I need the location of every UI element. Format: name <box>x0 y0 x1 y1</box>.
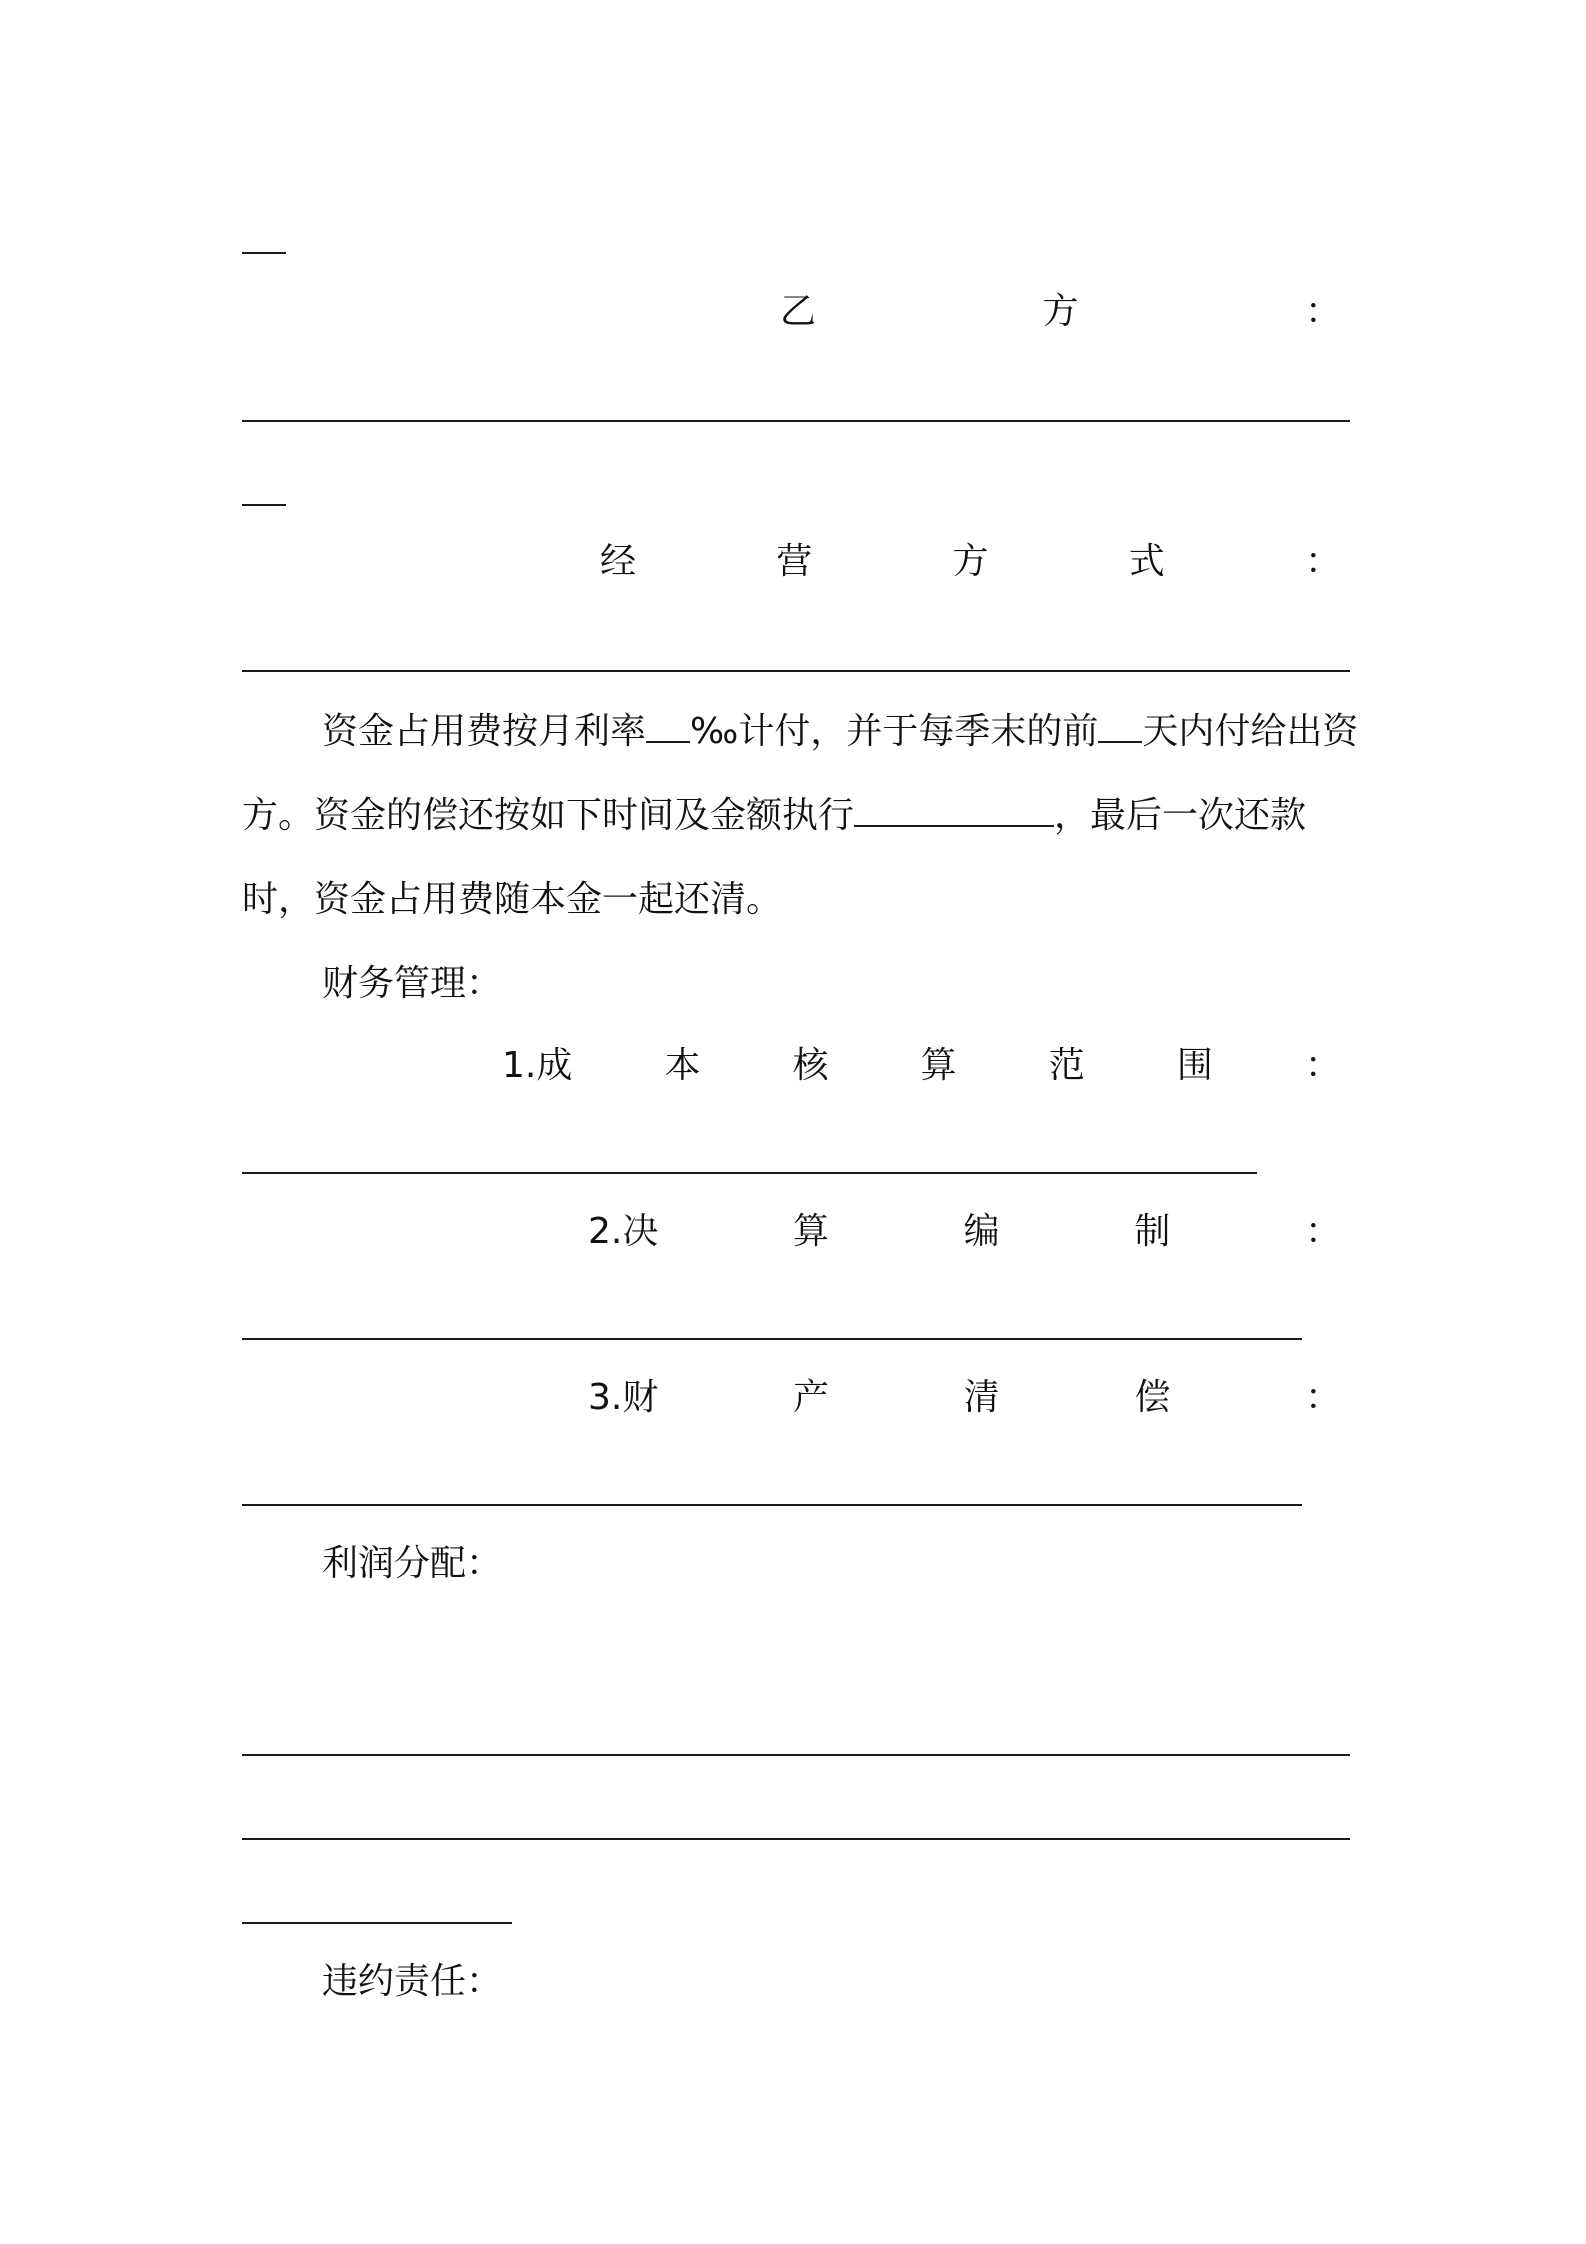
final-accounts-char-2: 算 <box>793 1211 830 1252</box>
profit-blank-line-2[interactable] <box>242 1838 1350 1840</box>
property-liquidation-char-4: 偿 <box>1134 1377 1171 1418</box>
funds-text-2: 天内付给出资方。资金的偿还按如下时间及金额执行 <box>242 711 1359 836</box>
monthly-rate-blank[interactable] <box>646 711 690 743</box>
funds-text-1: 资金占用费按月利率 <box>322 711 647 752</box>
cost-accounting-char-3: 核 <box>792 1045 829 1086</box>
business-mode-blank-line[interactable] <box>242 670 1350 672</box>
party-b-char-2: 方 <box>1042 291 1079 332</box>
party-b-blank-line[interactable] <box>242 420 1350 422</box>
final-accounts-char-1: 2.决 <box>588 1211 659 1252</box>
final-accounts-blank-line[interactable] <box>242 1338 1302 1340</box>
business-mode-row <box>600 540 1341 584</box>
property-liquidation-char-2: 产 <box>793 1377 830 1418</box>
blank-line-top <box>242 252 286 254</box>
cost-accounting-char-6: 围 <box>1176 1045 1213 1086</box>
business-mode-char-3: 方 <box>952 541 989 582</box>
party-b-char-1: 乙 <box>780 291 817 332</box>
cost-accounting-blank-line[interactable] <box>242 1172 1257 1174</box>
profit-blank-line-1[interactable] <box>242 1754 1350 1756</box>
cost-accounting-char-2: 本 <box>664 1045 701 1086</box>
funds-paragraph <box>242 690 1362 942</box>
days-blank[interactable] <box>1098 711 1142 743</box>
property-liquidation-char-1: 3.财 <box>588 1377 659 1418</box>
breach-heading: 违约责任： <box>322 1961 503 2002</box>
party-b-blank-line-tail[interactable] <box>242 504 286 506</box>
finance-item-3-row <box>588 1376 1341 1420</box>
business-mode-char-2: 营 <box>776 541 813 582</box>
profit-heading: 利润分配： <box>322 1543 503 1584</box>
finance-item-1-row <box>502 1044 1341 1088</box>
final-accounts-char-4: 制 <box>1134 1211 1171 1252</box>
business-mode-colon: ： <box>1304 541 1341 582</box>
final-accounts-colon: ： <box>1304 1211 1341 1252</box>
finance-heading: 财务管理： <box>322 963 503 1004</box>
property-liquidation-colon: ： <box>1304 1377 1341 1418</box>
final-accounts-char-3: 编 <box>963 1211 1000 1252</box>
cost-accounting-char-4: 算 <box>920 1045 957 1086</box>
business-mode-char-1: 经 <box>600 541 637 582</box>
funds-text-3: ，最后一次还款时，资金占用费随本金一起还清。 <box>242 795 1307 920</box>
cost-accounting-char-5: 范 <box>1048 1045 1085 1086</box>
business-mode-char-4: 式 <box>1128 541 1165 582</box>
cost-accounting-char-1: 1.成 <box>502 1045 573 1086</box>
cost-accounting-colon: ： <box>1304 1045 1341 1086</box>
finance-item-2-row <box>588 1210 1341 1254</box>
party-b-colon: ： <box>1304 291 1341 332</box>
profit-blank-line-3[interactable] <box>242 1922 512 1924</box>
party-b-row <box>780 290 1341 334</box>
property-liquidation-blank-line[interactable] <box>242 1504 1302 1506</box>
property-liquidation-char-3: 清 <box>963 1377 1000 1418</box>
repayment-schedule-blank[interactable] <box>854 795 1054 827</box>
funds-text-unit: ‰计付，并于每季末的前 <box>690 711 1099 752</box>
